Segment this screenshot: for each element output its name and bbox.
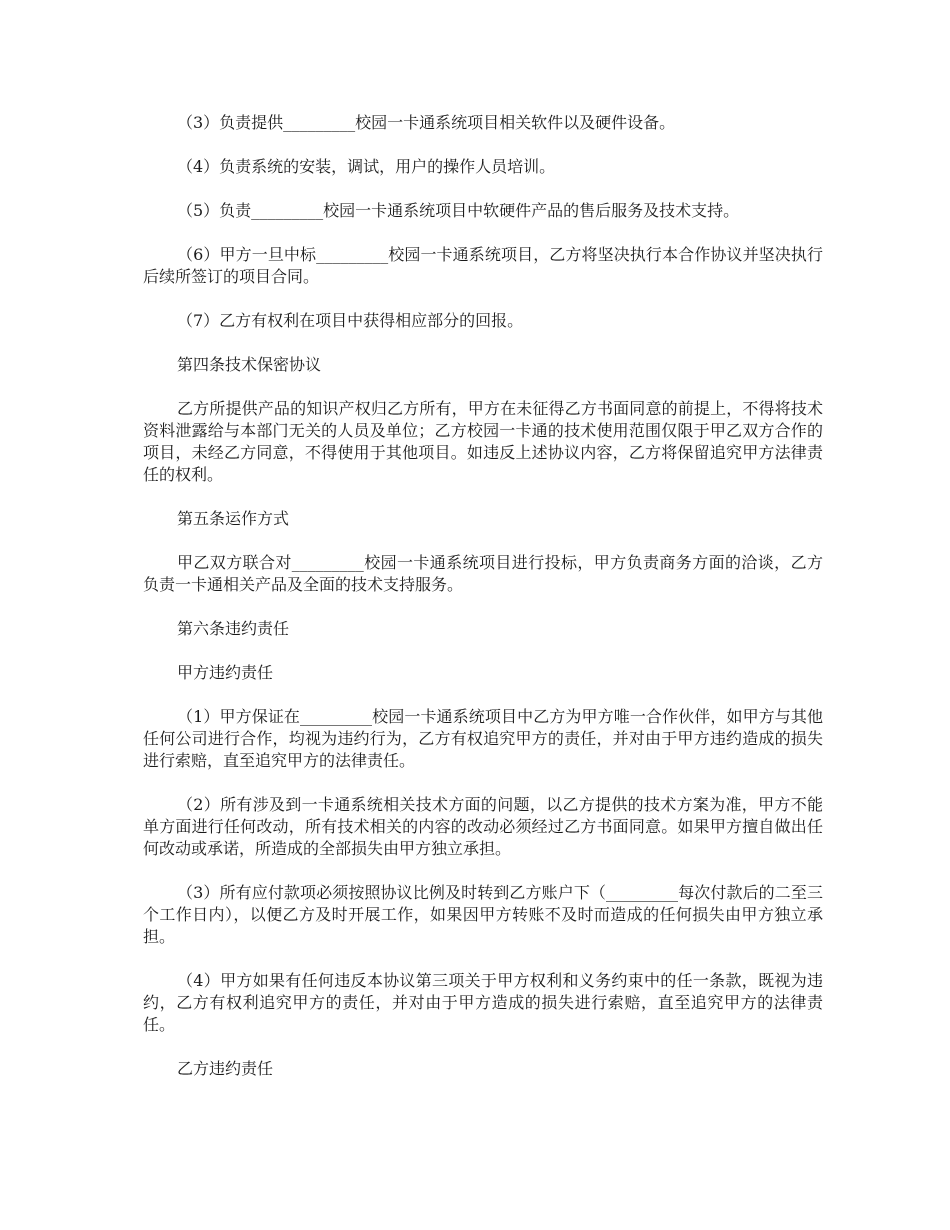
clause-5-after-sales-support: （5）负责_________校园一卡通系统项目中软硬件产品的售后服务及技术支持。 [177, 201, 740, 220]
liability-clause-2: （2）所有涉及到一卡通系统相关技术方面的问题，以乙方提供的技术方案为准，甲方不能单方面进行任何改动，所有技术相关的内容的改动必须经过乙方书面同意。如果甲方擅自做出任何改动或承诺，所造成的全部损失由甲方独立承担。 [143, 795, 823, 858]
liability-clause-3: （3）所有应付款项必须按照协议比例及时转到乙方账户下（_________每次付款后的二至三个工作日内），以便乙方及时开展工作，如果因甲方转账不及时而造成的任何损失由甲方独立承担。 [143, 883, 823, 946]
section-heading-article-6: 第六条违约责任 [177, 619, 290, 638]
subheading-party-b-liability: 乙方违约责任 [177, 1059, 274, 1078]
clause-6-winning-bid: （6）甲方一旦中标_________校园一卡通系统项目，乙方将坚决执行本合作协议并坚决执行后续所签订的项目合同。 [143, 245, 823, 286]
confidentiality-paragraph: 乙方所提供产品的知识产权归乙方所有，甲方在未征得乙方书面同意的前提上，不得将技术资料泄露给与本部门无关的人员及单位；乙方校园一卡通的技术使用范围仅限于甲乙双方合作的项目，未经乙方同意，不得使用于其他项目。如违反上述协议内容，乙方将保留追究甲方法律责任的权利。 [143, 399, 823, 484]
operation-mode-paragraph: 甲乙双方联合对_________校园一卡通系统项目进行投标，甲方负责商务方面的洽谈，乙方负责一卡通相关产品及全面的技术支持服务。 [143, 553, 823, 594]
clause-7-returns: （7）乙方有权利在项目中获得相应部分的回报。 [177, 311, 524, 330]
document-body [143, 112, 823, 1102]
clause-4-installation-training: （4）负责系统的安装，调试，用户的操作人员培训。 [177, 157, 556, 176]
subheading-party-a-liability: 甲方违约责任 [177, 663, 274, 682]
liability-clause-1: （1）甲方保证在_________校园一卡通系统项目中乙方为甲方唯一合作伙伴，如甲方与其他任何公司进行合作，均视为违约行为，乙方有权追究甲方的责任，并对由于甲方违约造成的损失进行索赔，直至追究甲方的法律责任。 [143, 707, 823, 770]
section-heading-article-5: 第五条运作方式 [177, 509, 290, 528]
clause-3-provide-equipment: （3）负责提供_________校园一卡通系统项目相关软件以及硬件设备。 [177, 113, 676, 132]
liability-clause-4: （4）甲方如果有任何违反本协议第三项关于甲方权利和义务约束中的任一条款，既视为违约，乙方有权利追究甲方的责任，并对由于甲方造成的损失进行索赔，直至追究甲方的法律责任。 [143, 971, 823, 1034]
section-heading-article-4: 第四条技术保密协议 [177, 355, 322, 374]
